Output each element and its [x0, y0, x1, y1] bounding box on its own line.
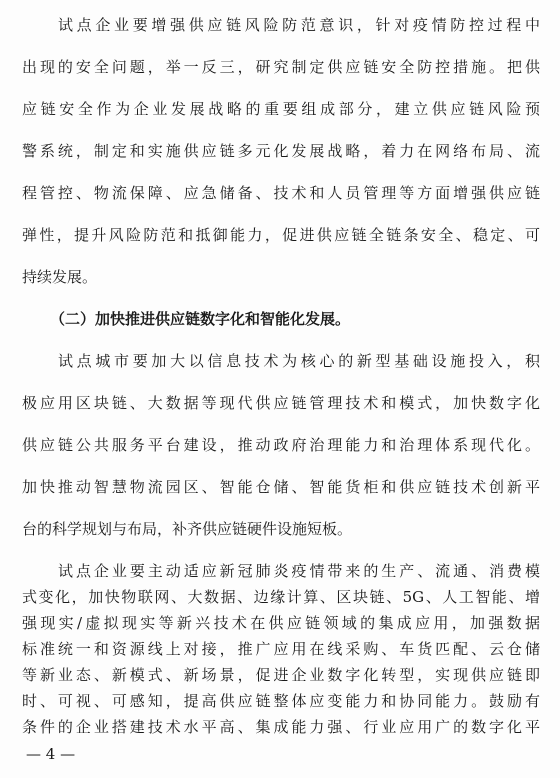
section-heading: （二）加快推进供应链数字化和智能化发展。 [50, 310, 351, 328]
paragraph-line: 试点城市要加大以信息技术为核心的新型基础设施投入，积 [58, 352, 540, 370]
paragraph-line: 台的科学规划与布局，补齐供应链硬件设施短板。 [22, 520, 353, 538]
paragraph-line: 应链安全作为企业发展战略的重要组成部分，建立供应链风险预 [22, 100, 540, 118]
paragraph-line: 强现实/虚拟现实等新兴技术在供应链领域的集成应用，加强数据 [22, 614, 540, 632]
paragraph-line: 试点企业要增强供应链风险防范意识，针对疫情防控过程中 [58, 16, 540, 34]
paragraph-line: 程管控、物流保障、应急储备、技术和人员管理等方面增强供应链 [22, 184, 540, 202]
paragraph-line: 式变化，加快物联网、大数据、边缘计算、区块链、5G、人工智能、增 [22, 588, 540, 606]
paragraph-line: 供应链公共服务平台建设，推动政府治理能力和治理体系现代化。 [22, 436, 540, 454]
paragraph-line: 试点企业要主动适应新冠肺炎疫情带来的生产、流通、消费模 [58, 562, 540, 580]
page-number: — 4 — [26, 745, 76, 763]
paragraph-line: 标准统一和资源线上对接，推广应用在线采购、车货匹配、云仓储 [22, 640, 540, 658]
paragraph-line: 持续发展。 [22, 268, 98, 286]
paragraph-line: 极应用区块链、大数据等现代供应链管理技术和模式，加快数字化 [22, 394, 540, 412]
paragraph-line: 时、可视、可感知，提高供应链整体应变能力和协同能力。鼓励有 [22, 692, 540, 710]
paragraph-line: 等新业态、新模式、新场景，促进企业数字化转型，实现供应链即 [22, 666, 540, 684]
paragraph-line: 加快推动智慧物流园区、智能仓储、智能货柜和供应链技术创新平 [22, 478, 540, 496]
paragraph-line: 出现的安全问题，举一反三，研究制定供应链安全防控措施。把供 [22, 58, 540, 76]
paragraph-line: 弹性，提升风险防范和抵御能力，促进供应链全链条安全、稳定、可 [22, 226, 540, 244]
paragraph-line: 条件的企业搭建技术水平高、集成能力强、行业应用广的数字化平 [22, 718, 540, 736]
paragraph-line: 警系统，制定和实施供应链多元化发展战略，着力在网络布局、流 [22, 142, 540, 160]
